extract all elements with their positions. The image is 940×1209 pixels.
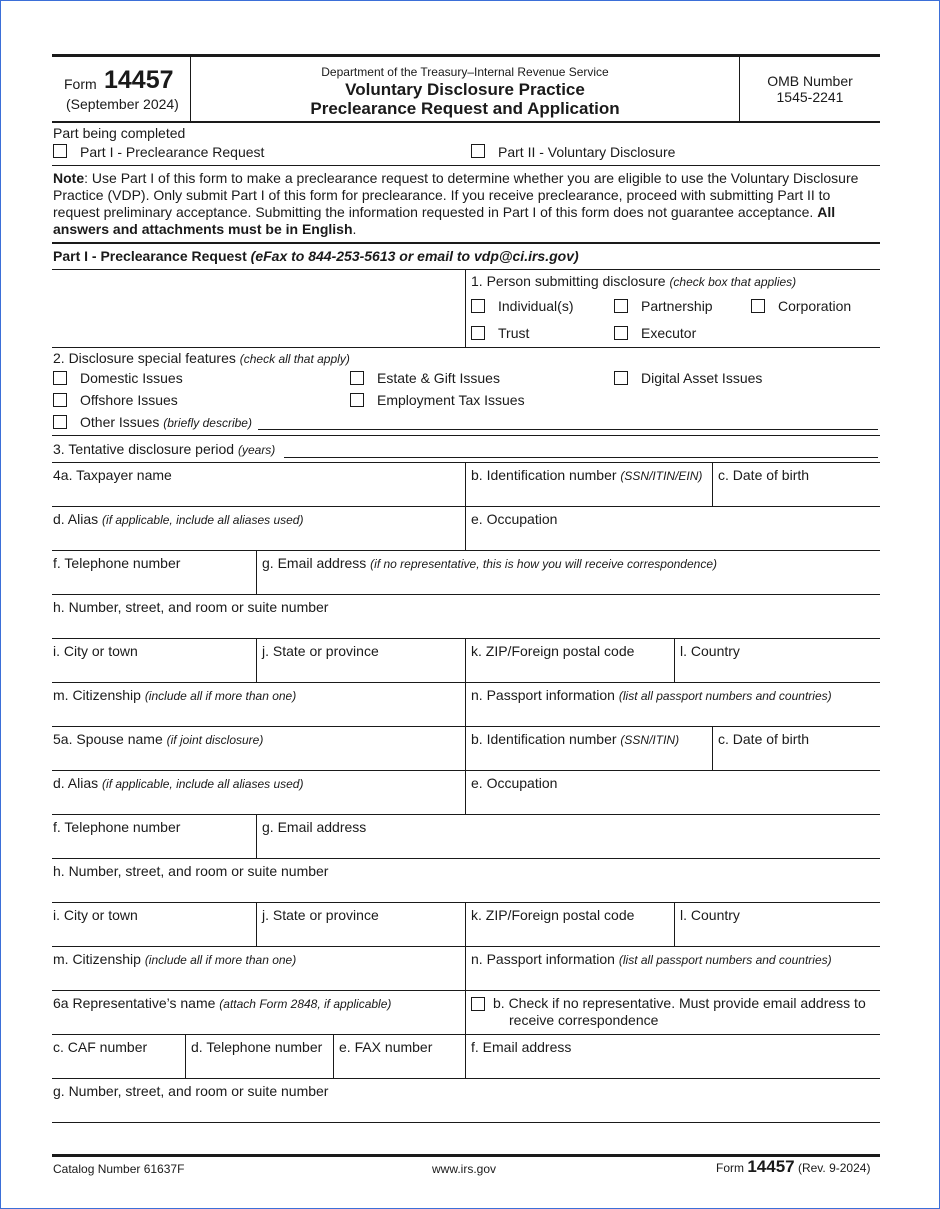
rule: [52, 550, 880, 551]
taxpayer-zip-label: k. ZIP/Foreign postal code: [471, 643, 635, 659]
spouse-dob-label: c. Date of birth: [718, 731, 810, 747]
trust-checkbox[interactable]: [471, 326, 485, 340]
taxpayer-passport-hint: (list all passport numbers and countries): [618, 689, 832, 703]
taxpayer-alias-text: d. Alias: [53, 511, 99, 527]
q1-hint: (check box that applies): [669, 275, 797, 289]
taxpayer-id-hint: (SSN/ITIN/EIN): [620, 469, 703, 483]
spouse-phone-label: f. Telephone number: [53, 819, 181, 835]
divider: [712, 727, 713, 770]
spouse-passport-hint: (list all passport numbers and countries): [618, 953, 832, 967]
catalog-number: Catalog Number 61637F: [53, 1162, 185, 1176]
spouse-country-label: l. Country: [680, 907, 740, 923]
footer-form-number: 14457: [747, 1157, 795, 1176]
divider: [465, 771, 466, 814]
divider: [674, 639, 675, 682]
estate-gift-checkbox[interactable]: [350, 371, 364, 385]
rule: [52, 165, 880, 166]
divider: [712, 463, 713, 506]
divider: [333, 1035, 334, 1078]
taxpayer-street-label: h. Number, street, and room or suite number: [53, 599, 329, 615]
form-word: Form: [64, 76, 97, 92]
q3-hint: (years): [237, 443, 276, 457]
rep-name-text: 6a Representative’s name: [53, 995, 216, 1011]
spouse-id-text: b. Identification number: [471, 731, 617, 747]
taxpayer-citizenship-text: m. Citizenship: [53, 687, 141, 703]
part1-checkbox-label: Part I - Preclearance Request: [80, 144, 265, 160]
divider: [465, 947, 466, 990]
spouse-name-label: [53, 731, 263, 748]
part1-contact: (eFax to 844-253-5613 or email to vdp@ci.irs.gov): [250, 248, 579, 264]
divider: [465, 903, 466, 946]
part1-checkbox[interactable]: [53, 144, 67, 158]
note-body: : Use Part I of this form to make a preclearance request to determine whether you are eligible to use the Voluntary Disclosure Practice (VDP). Only submit Part I of this form for preclearance. If you receive preclearance, proceed with submitting Part II to request preliminary acceptance. Submitting the information requested in Part I of this form does not guarantee acceptance.: [53, 170, 859, 220]
rule: [52, 1122, 880, 1123]
rule: [52, 770, 880, 771]
part2-checkbox-label: Part II - Voluntary Disclosure: [498, 144, 676, 160]
rule: [52, 858, 880, 859]
rule: [52, 946, 880, 947]
divider: [185, 1035, 186, 1078]
spouse-occupation-label: e. Occupation: [471, 775, 558, 791]
individual-checkbox[interactable]: [471, 299, 485, 313]
partnership-label: Partnership: [641, 298, 713, 314]
spouse-alias-label: [53, 775, 303, 792]
spouse-alias-hint: (if applicable, include all aliases used): [102, 777, 304, 791]
divider: [465, 507, 466, 550]
part2-checkbox[interactable]: [471, 144, 485, 158]
domestic-label: Domestic Issues: [80, 370, 183, 386]
irs-website: www.irs.gov: [432, 1162, 497, 1176]
agency-name: Department of the Treasury–Internal Revenue Service: [321, 65, 609, 79]
taxpayer-email-text: g. Email address: [262, 555, 367, 571]
individual-label: Individual(s): [498, 298, 574, 314]
offshore-label: Offshore Issues: [80, 392, 178, 408]
divider: [256, 551, 257, 594]
rep-name-hint: (attach Form 2848, if applicable): [219, 997, 392, 1011]
rule: [52, 506, 880, 507]
taxpayer-email-label: [262, 555, 717, 572]
divider: [465, 639, 466, 682]
rule: [52, 269, 880, 270]
rule: [52, 1034, 880, 1035]
part1-title-text: Part I - Preclearance Request: [53, 248, 247, 264]
q2-label-text: 2. Disclosure special features: [53, 350, 236, 366]
rule: [52, 462, 880, 463]
spouse-passport-text: n. Passport information: [471, 951, 615, 967]
taxpayer-passport-label: [471, 687, 832, 704]
spouse-citizenship-label: [53, 951, 296, 968]
taxpayer-occupation-label: e. Occupation: [471, 511, 558, 527]
spouse-email-label: g. Email address: [262, 819, 367, 835]
domestic-checkbox[interactable]: [53, 371, 67, 385]
rule: [52, 902, 880, 903]
taxpayer-alias-hint: (if applicable, include all aliases used): [102, 513, 304, 527]
part1-title: [53, 248, 579, 264]
taxpayer-country-label: l. Country: [680, 643, 740, 659]
form-date: (September 2024): [66, 96, 179, 112]
taxpayer-name-label: 4a. Taxpayer name: [53, 467, 172, 483]
spouse-passport-label: [471, 951, 832, 968]
q2-hint: (check all that apply): [239, 352, 350, 366]
trust-label: Trust: [498, 325, 530, 341]
omb-number: 1545-2241: [776, 89, 844, 105]
spouse-city-label: i. City or town: [53, 907, 138, 923]
rule: [52, 638, 880, 639]
corporation-label: Corporation: [778, 298, 852, 314]
rule: [52, 726, 880, 727]
spouse-street-label: h. Number, street, and room or suite number: [53, 863, 329, 879]
other-issues-checkbox[interactable]: [53, 415, 67, 429]
taxpayer-citizenship-label: [53, 687, 296, 704]
offshore-checkbox[interactable]: [53, 393, 67, 407]
rule: [52, 682, 880, 683]
corporation-checkbox[interactable]: [751, 299, 765, 313]
disclosure-period-field[interactable]: [284, 457, 878, 458]
spouse-citizenship-hint: (include all if more than one): [144, 953, 297, 967]
note-lead: Note: [53, 170, 85, 186]
rep-phone-label: d. Telephone number: [191, 1039, 323, 1055]
rep-fax-label: e. FAX number: [339, 1039, 433, 1055]
other-issues-text: Other Issues: [80, 414, 160, 430]
omb-label: OMB Number: [767, 73, 853, 89]
taxpayer-phone-label: f. Telephone number: [53, 555, 181, 571]
divider: [256, 815, 257, 858]
q3-label-text: 3. Tentative disclosure period: [53, 441, 235, 457]
other-issues-label: [80, 414, 252, 431]
q1-label: [471, 273, 796, 290]
taxpayer-passport-text: n. Passport information: [471, 687, 615, 703]
form-number: 14457: [104, 66, 174, 94]
header-bottom-rule: [52, 121, 880, 123]
spouse-id-label: [471, 731, 679, 748]
executor-label: Executor: [641, 325, 697, 341]
partnership-checkbox[interactable]: [614, 299, 628, 313]
executor-checkbox[interactable]: [614, 326, 628, 340]
other-issues-hint: (briefly describe): [163, 416, 252, 430]
rep-email-label: f. Email address: [471, 1039, 572, 1055]
taxpayer-alias-label: [53, 511, 303, 528]
note-end: .: [352, 221, 357, 237]
q2-label: [53, 350, 350, 367]
divider: [256, 639, 257, 682]
taxpayer-citizenship-hint: (include all if more than one): [144, 689, 297, 703]
note-emphasis: All answers and attachments must be in English: [53, 204, 836, 237]
divider: [256, 903, 257, 946]
digital-asset-checkbox[interactable]: [614, 371, 628, 385]
rule: [52, 814, 880, 815]
taxpayer-id-text: b. Identification number: [471, 467, 617, 483]
rep-street-label: g. Number, street, and room or suite number: [53, 1083, 329, 1099]
no-representative-checkbox[interactable]: [471, 997, 485, 1011]
rule: [52, 435, 880, 436]
rule: [52, 347, 880, 348]
rep-name-label: [53, 995, 391, 1012]
taxpayer-city-label: i. City or town: [53, 643, 138, 659]
spouse-alias-text: d. Alias: [53, 775, 99, 791]
divider: [465, 270, 466, 348]
spouse-id-hint: (SSN/ITIN): [620, 733, 680, 747]
spouse-citizenship-text: m. Citizenship: [53, 951, 141, 967]
spouse-zip-label: k. ZIP/Foreign postal code: [471, 907, 635, 923]
spouse-state-label: j. State or province: [262, 907, 379, 923]
taxpayer-dob-label: c. Date of birth: [718, 467, 810, 483]
divider: [465, 683, 466, 726]
spouse-name-text: 5a. Spouse name: [53, 731, 163, 747]
digital-asset-label: Digital Asset Issues: [641, 370, 763, 386]
employment-tax-label: Employment Tax Issues: [377, 392, 525, 408]
rule: [52, 1078, 880, 1079]
spouse-name-hint: (if joint disclosure): [166, 733, 264, 747]
part-selection-label: Part being completed: [53, 125, 186, 141]
form-title-line1: Voluntary Disclosure Practice: [345, 80, 585, 99]
other-issues-field[interactable]: [258, 429, 878, 430]
footer-form-word: Form: [716, 1161, 744, 1175]
rule: [52, 594, 880, 595]
footer-form-id: [716, 1157, 870, 1178]
no-rep-line2: receive correspondence: [509, 1012, 659, 1028]
part1-top-rule: [52, 242, 880, 244]
note-paragraph: [53, 170, 873, 238]
divider: [465, 463, 466, 506]
q3-label: [53, 441, 275, 458]
estate-gift-label: Estate & Gift Issues: [377, 370, 500, 386]
form-title-line2: Preclearance Request and Application: [310, 99, 620, 118]
divider: [674, 903, 675, 946]
employment-tax-checkbox[interactable]: [350, 393, 364, 407]
header-top-rule: [52, 54, 880, 57]
rep-caf-label: c. CAF number: [53, 1039, 148, 1055]
taxpayer-email-hint: (if no representative, this is how you will receive correspondence): [370, 557, 717, 571]
taxpayer-state-label: j. State or province: [262, 643, 379, 659]
no-rep-line1: b. Check if no representative. Must provide email address to: [493, 995, 866, 1011]
divider: [465, 727, 466, 770]
rule: [52, 990, 880, 991]
taxpayer-id-label: [471, 467, 702, 484]
footer-rev: (Rev. 9-2024): [797, 1161, 871, 1175]
q1-label-text: 1. Person submitting disclosure: [471, 273, 666, 289]
